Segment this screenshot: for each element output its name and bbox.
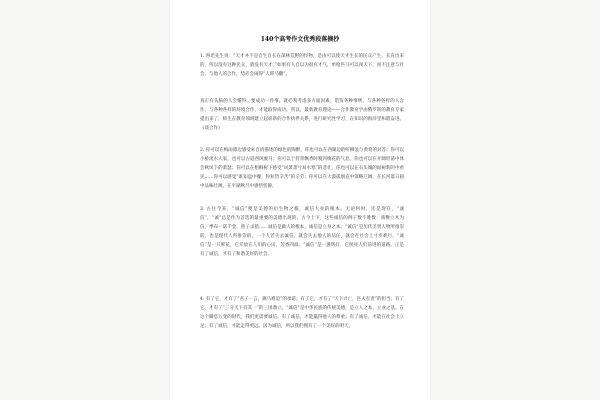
- document-page: [170, 0, 430, 400]
- paragraph-1: 1. 鲁迅先生说：“天才并不是自生自长在深林荒野的怪物，是由可以使天才生长的民众产生、长育出来的，所以没有这种民众，就没有天才。”如果有人自以为很有才气，单枪匹马可以闯天下，而不注意与社会、与他人的合作，势必会闹得“人仰马翻”。: [200, 54, 404, 77]
- paragraph-5: 4. 有了它，才有了“君子一言，驷马难追”的承诺；有了它，才有了“天下兴亡，匹夫有责”的担当；有了它，才有了“三分天下有其一”的三国鼎立。“诚信”是中华民族的传统美德，是立人之本，立业之基。在这个瞬息万变的时代，我们更需要诚信。有了诚信，才能赢得他人的尊重；有了诚信，才能在社会上立足；有了诚信，才能走得更远。因为诚信，所以我们拥有了一个美好的明天。: [200, 297, 404, 329]
- paragraph-4: 3. 古往今来，“诚信”便是美德的衍生物之根，诚信大业的根本。无论何时，还是现在，“诚信”，“诚”总是作为首选的最重要的美德出现的。古今上下，这些诚信的例子数不胜数：商鞅立木为信，季布一诺千金，曾子杀猪……诚信是做人的根本，诚信是立身之本。“诚信”是历代圣贤人物所推崇的，也是现代人所推崇的。一个人若失去诚信，就会失去他人的信任，就会在社会上寸步难行。“诚信”是一只鲜花，它开放在人们的心田，芳香四溢；“诚信”是一盏明灯，它照亮人们前进的道路。正是有了诚信，才有了和谐美好的社会。: [200, 207, 404, 257]
- paragraph-3: 2. 你可以在梅雨潭边感受朱自清描述的绿色的陶醉，你也可以在西湖边聆听柳浪与黄莺的对答；你可以小桥流水人家，也可以古道西风瘦马；你可以于狩背飘香时嗅到梅花的气息，你也可以在开阔坦荡中体会秋风下的萧瑟；你可以在梧桐树下感受“风萧萧兮易水寒”的悲壮，你也可以在石头城的绿树新阴中看见……你可以感受“谁知盘中餐，粒粒皆辛苦”的辛劳；你可以在大漠孤烟直中领略辽阔，在长河落日圆中品味壮阔，在平湖秋月中感悟恬静。: [200, 148, 404, 189]
- paragraph-2: 真正有头脑的人会懂得，要成功一件事，就必须考虑多方面因素，借鉴各种事例，与各种各样的人合作，与各种各样的环境合作，才能取得成功。所以，最新教育理论——合作教育学由俄罗斯的教育专家提出来了，师生在教育领域建立起崭新的合作执伴关系，进行研究性学习，在知识的海洋里和谐奋进。《谈合作》: [200, 99, 404, 131]
- document-title: 140个高考作文优秀段落摘抄: [260, 36, 340, 43]
